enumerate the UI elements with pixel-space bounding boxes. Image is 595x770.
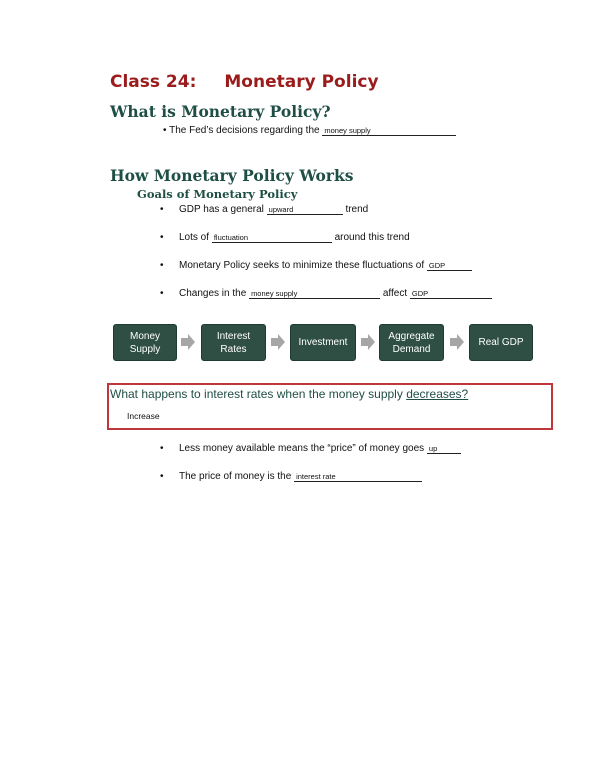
answer-blank: GDP: [427, 260, 472, 271]
flow-box-investment: Investment: [290, 324, 356, 361]
goal-text-after: affect: [382, 288, 408, 299]
section-heading-what-is: What is Monetary Policy?: [110, 102, 331, 121]
definition-text: The Fed’s decisions regarding the: [169, 125, 320, 136]
answer-blank: money supply: [249, 288, 380, 299]
flow-arrow-icon: [181, 334, 195, 350]
answer-blank: fluctuation: [212, 232, 332, 243]
bullet-mark: •: [160, 471, 164, 482]
price-text-before: Less money available means the “price” of money goes: [179, 443, 425, 454]
bullet-mark: •: [160, 443, 164, 454]
goal-text-before: Changes in the: [179, 288, 247, 299]
goal-text: [179, 260, 472, 271]
goal-text-after: trend: [345, 204, 369, 215]
flow-arrow-icon: [361, 334, 375, 350]
goal-text-before: GDP has a general: [179, 204, 264, 215]
answer-blank: money supply: [322, 125, 456, 136]
question-text: [110, 387, 468, 401]
flow-arrow-icon: [271, 334, 285, 350]
question-answer: Increase: [127, 411, 160, 421]
goal-text-before: Monetary Policy seeks to minimize these fluctuations of: [179, 260, 425, 271]
goal-text: [179, 232, 410, 243]
subheading-goals: Goals of Monetary Policy: [137, 187, 298, 201]
goal-text-after: around this trend: [334, 232, 410, 243]
flow-box-aggregate-demand: Aggregate Demand: [379, 324, 444, 361]
flow-box-interest-rates: Interest Rates: [201, 324, 266, 361]
bullet-mark: •: [160, 232, 164, 243]
question-text-emphasis: decreases?: [406, 387, 469, 401]
answer-blank: upward: [267, 204, 343, 215]
goal-text-before: Lots of: [179, 232, 210, 243]
bullet-mark: •: [163, 125, 167, 136]
class-title: [110, 72, 379, 92]
answer-blank: up: [427, 443, 461, 454]
section-heading-how-works: How Monetary Policy Works: [110, 166, 354, 185]
flow-box-money-supply: Money Supply: [113, 324, 177, 361]
question-text-main: What happens to interest rates when the money supply: [110, 387, 403, 401]
goal-text: [179, 204, 368, 215]
bullet-mark: •: [160, 204, 164, 215]
flow-box-real-gdp: Real GDP: [469, 324, 533, 361]
bullet-mark: •: [160, 288, 164, 299]
goal-text: [179, 288, 492, 299]
price-text-before: The price of money is the: [179, 471, 292, 482]
class-number: Class 24:: [110, 72, 197, 92]
bullet-mark: •: [160, 260, 164, 271]
answer-blank: interest rate: [294, 471, 422, 482]
class-topic: Monetary Policy: [224, 72, 379, 92]
flow-arrow-icon: [450, 334, 464, 350]
price-text: [179, 443, 461, 454]
price-text: [179, 471, 422, 482]
definition-line: [163, 125, 456, 136]
answer-blank-2: GDP: [410, 288, 492, 299]
